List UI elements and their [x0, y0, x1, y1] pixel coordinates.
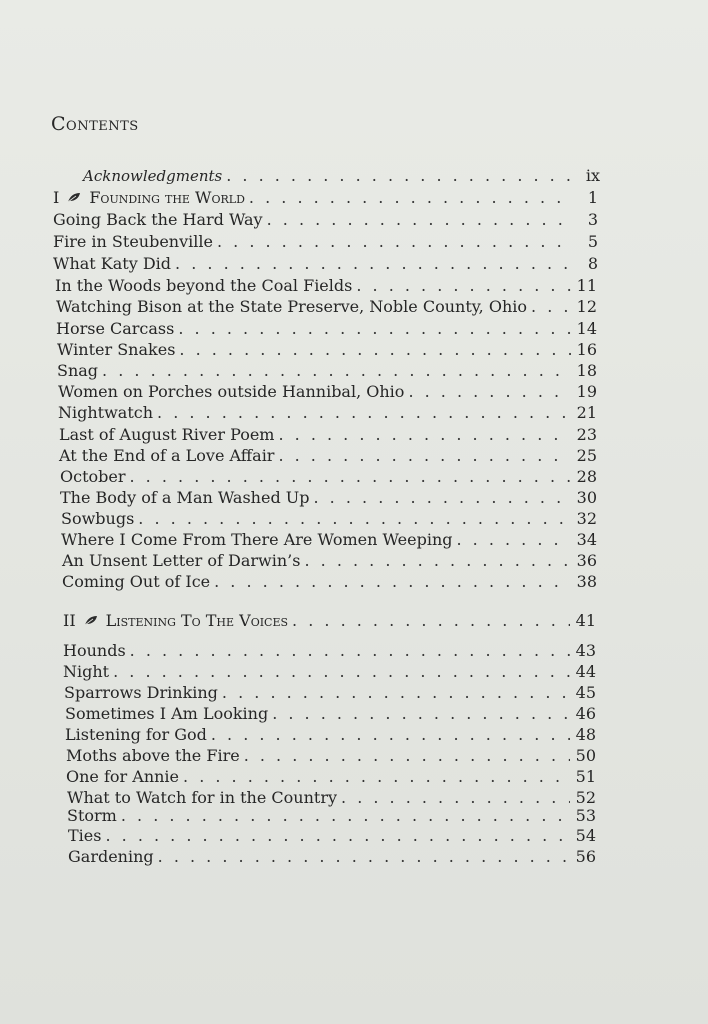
- page-number: 16: [576, 340, 597, 359]
- dot-leader: [531, 297, 571, 317]
- dot-leader: [272, 704, 570, 724]
- entry-title: What Katy Did: [53, 254, 172, 273]
- page-number: 51: [575, 767, 596, 786]
- page-number: 54: [575, 826, 596, 845]
- toc-entry: [83, 166, 600, 186]
- dot-leader: [179, 340, 571, 360]
- toc-entry: [56, 319, 597, 339]
- toc-entry: [61, 530, 597, 550]
- toc-entry: [56, 297, 597, 317]
- toc-entry: [60, 488, 597, 508]
- toc-entry: [53, 254, 598, 274]
- dot-leader: [121, 806, 570, 826]
- page-number: 12: [576, 297, 597, 316]
- toc-entry: [62, 572, 597, 592]
- toc-entry: [55, 276, 597, 296]
- toc-entry: [63, 641, 596, 661]
- page-number: 50: [575, 746, 596, 765]
- dot-leader: [356, 276, 571, 296]
- entry-title: Sparrows Drinking: [64, 683, 218, 702]
- toc-section-row: [53, 188, 598, 209]
- page-number: 30: [576, 488, 597, 507]
- toc-entry: [62, 551, 597, 571]
- entry-title: Hounds: [63, 641, 126, 660]
- dot-leader: [249, 188, 572, 208]
- toc-entry: [53, 232, 598, 252]
- dot-leader: [175, 254, 572, 274]
- entry-title: What to Watch for in the Country: [67, 788, 338, 807]
- entry-title: Gardening: [68, 847, 154, 866]
- section-title: [53, 188, 245, 209]
- toc-entry: [59, 446, 597, 466]
- dot-leader: [183, 767, 570, 787]
- entry-title: One for Annie: [66, 767, 180, 786]
- toc-entry: [66, 746, 596, 766]
- toc-entry: [53, 210, 598, 230]
- entry-title: Going Back the Hard Way: [53, 210, 263, 229]
- page-number: 19: [576, 382, 597, 401]
- entry-title: The Body of a Man Washed Up: [60, 488, 310, 507]
- page-number: 11: [576, 276, 597, 295]
- toc-entry: [58, 403, 597, 423]
- dot-leader: [292, 611, 570, 631]
- toc-entry: [65, 704, 596, 724]
- page-number: 21: [576, 403, 597, 422]
- entry-title: In the Woods beyond the Coal Fields: [55, 276, 353, 295]
- toc-entry: [57, 340, 597, 360]
- dot-leader: [408, 382, 571, 402]
- page-number: 41: [575, 611, 596, 630]
- dot-leader: [244, 746, 570, 766]
- entry-title: Night: [63, 662, 110, 681]
- toc-entry: [65, 725, 596, 745]
- dot-leader: [211, 725, 570, 745]
- entry-title: Coming Out of Ice: [62, 572, 211, 591]
- dot-leader: [157, 403, 571, 423]
- page-number: ix: [585, 166, 600, 185]
- page-number: 48: [575, 725, 596, 744]
- entry-title: Storm: [67, 806, 117, 825]
- dot-leader: [102, 361, 571, 381]
- entry-title: Acknowledgments: [83, 167, 223, 185]
- dot-leader: [130, 641, 570, 661]
- toc-entry: [59, 425, 597, 445]
- dot-leader: [267, 210, 572, 230]
- entry-title: Snag: [57, 361, 99, 380]
- dot-leader: [222, 683, 570, 703]
- entry-title: Moths above the Fire: [66, 746, 240, 765]
- dot-leader: [105, 826, 570, 846]
- page-number: 43: [575, 641, 596, 660]
- dot-leader: [113, 662, 570, 682]
- page-number: 25: [576, 446, 597, 465]
- entry-title: Horse Carcass: [56, 319, 175, 338]
- dot-leader: [226, 166, 574, 186]
- dot-leader: [138, 509, 571, 529]
- page-number: 34: [576, 530, 597, 549]
- leaf-ornament-icon: [67, 189, 81, 209]
- entry-title: Sowbugs: [61, 509, 135, 528]
- section-numeral: II: [63, 611, 76, 630]
- toc-entry: [57, 361, 597, 381]
- page-number: 14: [576, 319, 597, 338]
- page-number: 36: [576, 551, 597, 570]
- toc-entry: [66, 767, 596, 787]
- dot-leader: [341, 788, 570, 808]
- toc-entry: [61, 509, 597, 529]
- toc-entry: [67, 806, 596, 826]
- entry-title: Watching Bison at the State Preserve, Noble County, Ohio: [56, 297, 528, 316]
- dot-leader: [214, 572, 571, 592]
- page-number: 52: [575, 788, 596, 807]
- entry-title: At the End of a Love Affair: [59, 446, 275, 465]
- page-number: 46: [575, 704, 596, 723]
- entry-title: Nightwatch: [58, 403, 154, 422]
- dot-leader: [278, 425, 571, 445]
- dot-leader: [178, 319, 571, 339]
- page-number: 28: [576, 467, 597, 486]
- dot-leader: [456, 530, 571, 550]
- section-numeral: I: [53, 188, 60, 207]
- toc-entry: [60, 467, 597, 487]
- toc-entry: [58, 382, 597, 402]
- entry-title: Ties: [68, 826, 102, 845]
- toc-entry: [67, 788, 596, 808]
- toc-entry: [64, 683, 596, 703]
- section-name: Founding the World: [89, 188, 245, 207]
- page-number: 18: [576, 361, 597, 380]
- section-name: Listening To The Voices: [105, 611, 289, 630]
- entry-title: Fire in Steubenville: [53, 232, 213, 251]
- entry-title: An Unsent Letter of Darwin’s: [62, 551, 301, 570]
- entry-title: Last of August River Poem: [59, 425, 275, 444]
- toc-entry: [63, 662, 596, 682]
- page-number: 3: [587, 210, 598, 229]
- leaf-ornament-icon: [84, 612, 98, 632]
- dot-leader: [304, 551, 571, 571]
- entry-title: Women on Porches outside Hannibal, Ohio: [58, 382, 405, 401]
- page-number: 5: [587, 232, 598, 251]
- page-number: 8: [587, 254, 598, 273]
- dot-leader: [130, 467, 572, 487]
- toc-section-row: [63, 611, 596, 632]
- page-number: 1: [587, 188, 598, 207]
- page-number: 38: [576, 572, 597, 591]
- page-number: 44: [575, 662, 596, 681]
- page-number: 45: [575, 683, 596, 702]
- dot-leader: [314, 488, 572, 508]
- page-number: 23: [576, 425, 597, 444]
- entry-title: Listening for God: [65, 725, 207, 744]
- section-title: [63, 611, 288, 632]
- toc-entry: [68, 826, 596, 846]
- entry-title: October: [60, 467, 126, 486]
- entry-title: Sometimes I Am Looking: [65, 704, 269, 723]
- entry-title: Winter Snakes: [57, 340, 176, 359]
- toc-entry: [68, 847, 596, 867]
- contents-heading: Contents: [51, 113, 139, 135]
- dot-leader: [217, 232, 572, 252]
- dot-leader: [158, 847, 570, 867]
- dot-leader: [278, 446, 571, 466]
- page-number: 53: [575, 806, 596, 825]
- page-number: 32: [576, 509, 597, 528]
- page-number: 56: [575, 847, 596, 866]
- entry-title: Where I Come From There Are Women Weeping: [61, 530, 453, 549]
